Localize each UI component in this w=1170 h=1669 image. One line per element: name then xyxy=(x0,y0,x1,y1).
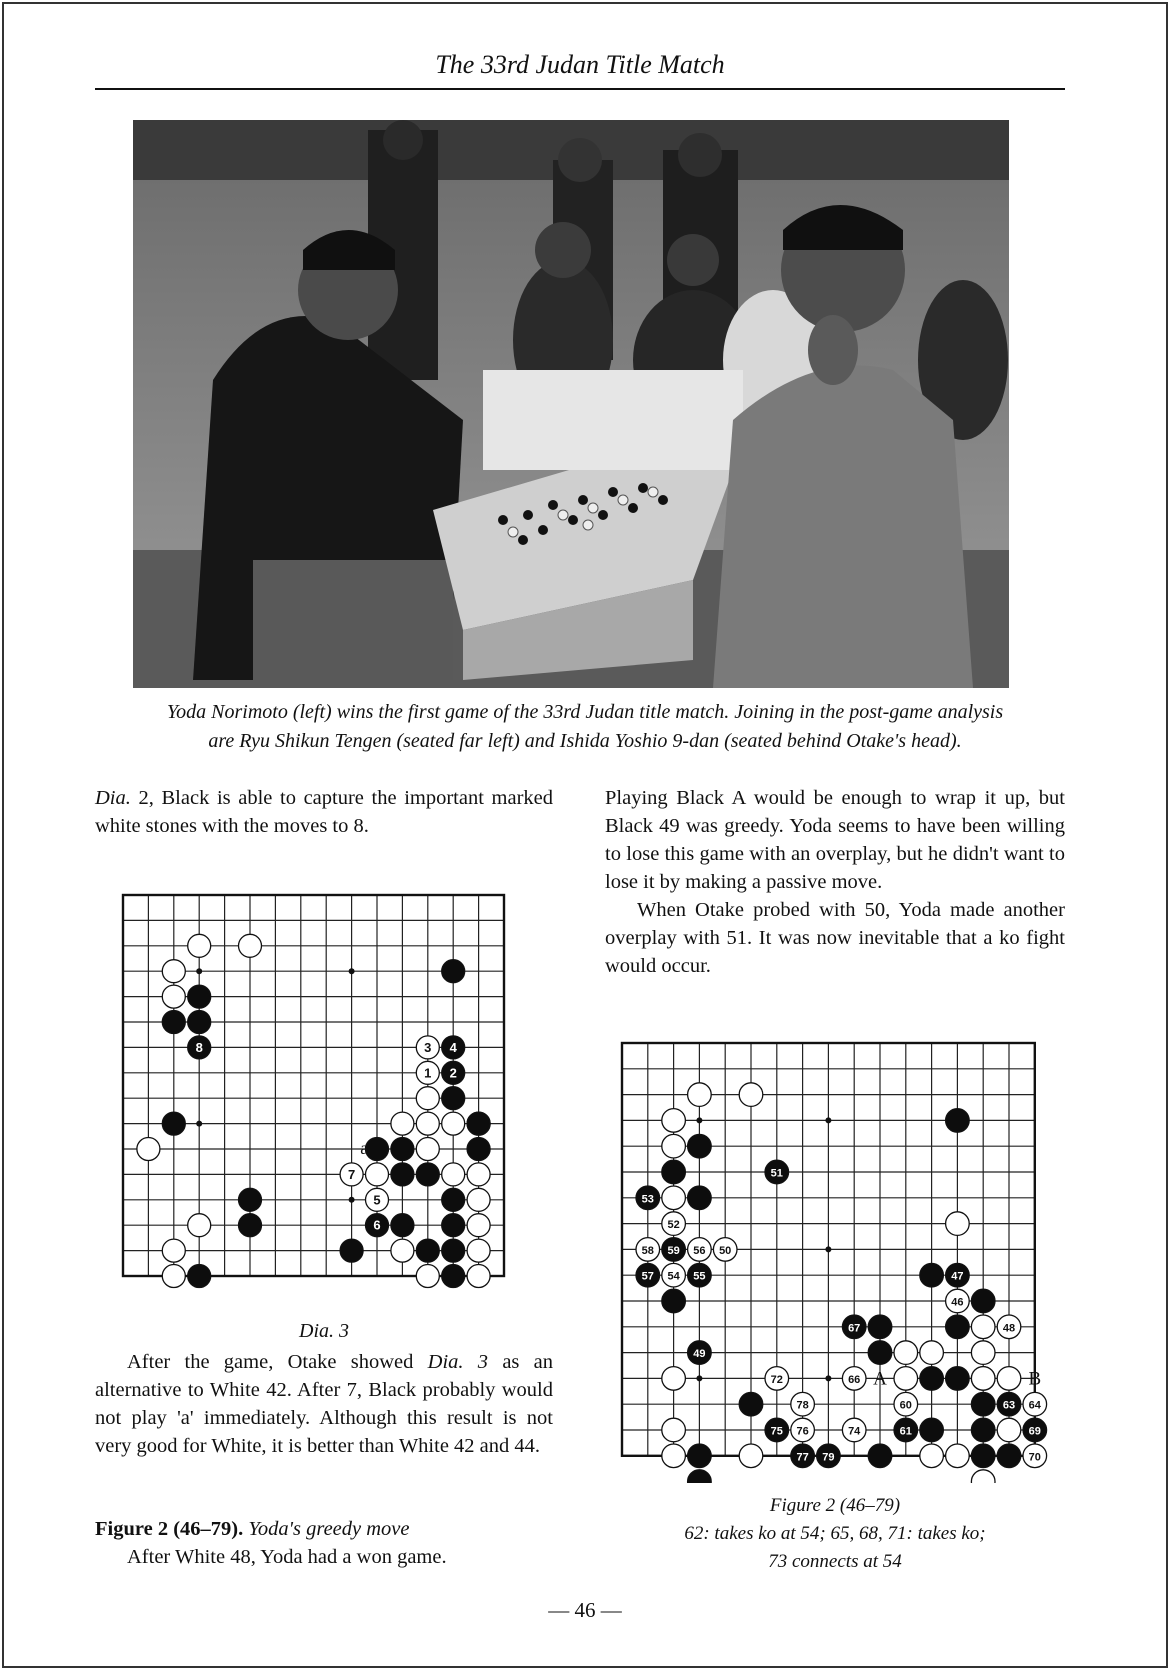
white-stone xyxy=(1023,1444,1047,1468)
move-number: 67 xyxy=(848,1322,861,1335)
stone-disc xyxy=(442,1087,465,1110)
move-number: 53 xyxy=(641,1193,654,1206)
black-stone xyxy=(688,1186,712,1210)
black-stone xyxy=(442,1036,465,1059)
star-point xyxy=(696,1117,702,1123)
stone-disc xyxy=(442,1214,465,1237)
stone-disc xyxy=(662,1444,686,1468)
stone-disc xyxy=(188,934,211,957)
stone-disc xyxy=(366,1163,389,1186)
black-stone xyxy=(894,1418,918,1442)
stone-disc xyxy=(188,985,211,1008)
point-label-a: a xyxy=(360,1138,369,1158)
white-stone xyxy=(713,1238,737,1262)
black-stone xyxy=(416,1239,439,1262)
black-stone xyxy=(971,1289,995,1313)
stone-disc xyxy=(662,1289,686,1313)
stone-disc xyxy=(662,1109,686,1133)
left-mid-text-b: as an alternative to White 42. After 7, Black probably would not play 'a' immediately. Although this result is not very good for White, it is better than White 42 and 44. xyxy=(95,1351,553,1457)
white-stone xyxy=(188,934,211,957)
star-point xyxy=(196,1121,202,1127)
move-number: 2 xyxy=(449,1065,457,1081)
white-stone xyxy=(894,1367,918,1391)
white-stone xyxy=(1023,1392,1047,1416)
figure2-caption-title: Figure 2 (46–79) xyxy=(769,1495,901,1516)
black-stone xyxy=(1023,1418,1047,1442)
move-number: 72 xyxy=(770,1373,783,1386)
figure2-caption-line-2: 62: takes ko at 54; 65, 68, 71: takes ko; xyxy=(684,1523,986,1544)
move-number: 1 xyxy=(424,1065,432,1081)
move-number: 47 xyxy=(951,1270,964,1283)
left-mid-text-a: After the game, Otake showed xyxy=(127,1351,428,1373)
stone-disc xyxy=(442,1265,465,1288)
stone-disc xyxy=(997,1367,1021,1391)
figure2-caption xyxy=(605,1492,1065,1576)
stone-disc xyxy=(391,1138,414,1161)
black-stone xyxy=(636,1186,660,1210)
white-stone xyxy=(946,1289,970,1313)
white-stone xyxy=(662,1367,686,1391)
black-stone xyxy=(868,1315,892,1339)
white-stone xyxy=(366,1163,389,1186)
stone-disc xyxy=(688,1470,712,1483)
white-stone xyxy=(467,1188,490,1211)
black-stone xyxy=(239,1188,262,1211)
move-number: 3 xyxy=(424,1039,432,1055)
stone-disc xyxy=(662,1418,686,1442)
move-number: 8 xyxy=(195,1039,203,1055)
stone-disc xyxy=(442,1188,465,1211)
black-stone xyxy=(442,1061,465,1084)
white-stone xyxy=(920,1341,944,1365)
white-stone xyxy=(416,1265,439,1288)
stone-disc xyxy=(739,1083,763,1107)
black-stone xyxy=(946,1367,970,1391)
match-photo-drawing xyxy=(133,120,1009,688)
white-stone xyxy=(636,1238,660,1262)
white-stone xyxy=(946,1212,970,1236)
white-stone xyxy=(894,1392,918,1416)
black-stone xyxy=(997,1444,1021,1468)
stone-disc xyxy=(162,1265,185,1288)
dia-reference: Dia. xyxy=(95,787,131,809)
move-number: 61 xyxy=(899,1425,912,1438)
stone-disc xyxy=(971,1367,995,1391)
stone-disc xyxy=(391,1163,414,1186)
black-stone xyxy=(391,1163,414,1186)
move-number: 52 xyxy=(667,1219,680,1232)
black-stone xyxy=(162,1112,185,1135)
white-stone xyxy=(391,1112,414,1135)
black-stone xyxy=(920,1367,944,1391)
point-label-A: A xyxy=(873,1368,887,1390)
stone-disc xyxy=(416,1265,439,1288)
white-stone xyxy=(688,1083,712,1107)
black-stone xyxy=(162,1011,185,1034)
black-stone xyxy=(971,1444,995,1468)
stone-disc xyxy=(467,1188,490,1211)
white-stone xyxy=(997,1367,1021,1391)
stone-disc xyxy=(971,1418,995,1442)
star-point xyxy=(825,1246,831,1252)
stone-disc xyxy=(739,1392,763,1416)
white-stone xyxy=(162,960,185,983)
stone-disc xyxy=(188,1011,211,1034)
black-stone xyxy=(920,1418,944,1442)
move-number: 60 xyxy=(899,1399,912,1412)
black-stone xyxy=(946,1315,970,1339)
stone-disc xyxy=(688,1083,712,1107)
black-stone xyxy=(366,1138,389,1161)
black-stone xyxy=(739,1392,763,1416)
move-number: 75 xyxy=(770,1425,783,1438)
star-point xyxy=(349,1197,355,1203)
white-stone xyxy=(467,1239,490,1262)
running-head: The 33rd Judan Title Match xyxy=(435,50,725,79)
black-stone xyxy=(688,1263,712,1287)
move-number: 58 xyxy=(641,1244,654,1257)
move-number: 74 xyxy=(848,1425,861,1438)
white-stone xyxy=(239,934,262,957)
star-point xyxy=(696,1375,702,1381)
move-number: 69 xyxy=(1028,1425,1041,1438)
black-stone xyxy=(340,1239,363,1262)
white-stone xyxy=(765,1367,789,1391)
white-stone xyxy=(416,1087,439,1110)
black-stone xyxy=(442,1239,465,1262)
black-stone xyxy=(416,1163,439,1186)
move-number: 54 xyxy=(667,1270,680,1283)
right-para-1: Playing Black A would be enough to wrap it up, but Black 49 was greedy. Yoda seems to have been willing to lose this game with an overplay, but he didn't want to lose it by making a passive move. xyxy=(605,787,1065,893)
white-stone xyxy=(842,1418,866,1442)
left-intro-text: 2, Black is able to capture the important marked white stones with the moves to 8. xyxy=(95,787,553,837)
figure2-board xyxy=(617,1038,1062,1488)
stone-disc xyxy=(894,1367,918,1391)
move-number: 48 xyxy=(1002,1322,1016,1335)
star-point xyxy=(825,1375,831,1381)
black-stone xyxy=(391,1138,414,1161)
stone-disc xyxy=(971,1341,995,1365)
stone-disc xyxy=(946,1315,970,1339)
move-number: 57 xyxy=(641,1270,654,1283)
stone-disc xyxy=(946,1444,970,1468)
black-stone xyxy=(868,1444,892,1468)
stone-disc xyxy=(920,1418,944,1442)
white-stone xyxy=(688,1238,712,1262)
stone-disc xyxy=(997,1444,1021,1468)
stone-disc xyxy=(188,1214,211,1237)
stone-disc xyxy=(188,1265,211,1288)
black-stone xyxy=(366,1214,389,1237)
stone-disc xyxy=(997,1418,1021,1442)
stone-disc xyxy=(239,1214,262,1237)
stone-disc xyxy=(442,1112,465,1135)
stone-disc xyxy=(442,960,465,983)
move-number: 51 xyxy=(770,1167,783,1180)
black-stone xyxy=(188,1265,211,1288)
stone-disc xyxy=(894,1341,918,1365)
black-stone xyxy=(946,1109,970,1133)
black-stone xyxy=(688,1341,712,1365)
stone-disc xyxy=(416,1239,439,1262)
white-stone xyxy=(842,1367,866,1391)
stone-disc xyxy=(467,1214,490,1237)
stone-disc xyxy=(162,985,185,1008)
move-number: 63 xyxy=(1002,1399,1016,1412)
page-number: — 46 — xyxy=(548,1598,622,1622)
white-stone xyxy=(416,1138,439,1161)
left-column-intro xyxy=(95,784,553,840)
black-stone xyxy=(946,1263,970,1287)
dia3-board xyxy=(118,890,538,1315)
stone-disc xyxy=(340,1239,363,1262)
right-para-2: When Otake probed with 50, Yoda made another overplay with 51. It was now inevitable that a ko fight would occur. xyxy=(605,899,1065,977)
move-number: 49 xyxy=(693,1348,706,1361)
black-stone xyxy=(662,1238,686,1262)
black-stone xyxy=(442,1087,465,1110)
black-stone xyxy=(442,1214,465,1237)
stone-disc xyxy=(416,1112,439,1135)
black-stone xyxy=(442,1188,465,1211)
white-stone xyxy=(366,1188,389,1211)
black-stone xyxy=(188,1036,211,1059)
stone-disc xyxy=(442,1163,465,1186)
stone-disc xyxy=(467,1265,490,1288)
white-stone xyxy=(467,1265,490,1288)
stone-disc xyxy=(868,1315,892,1339)
move-number: 78 xyxy=(796,1399,809,1412)
figure2-title: Figure 2 (46–79). xyxy=(95,1518,244,1540)
photo-caption-line-1: Yoda Norimoto (left) wins the first game of the 33rd Judan title match. Joining in the post-game analysis xyxy=(166,701,1004,723)
stone-disc xyxy=(162,960,185,983)
black-stone xyxy=(842,1315,866,1339)
stone-disc xyxy=(366,1138,389,1161)
stone-disc xyxy=(868,1444,892,1468)
black-stone xyxy=(688,1470,712,1483)
point-label-B: B xyxy=(1028,1368,1042,1390)
move-number: 64 xyxy=(1028,1399,1041,1412)
stone-disc xyxy=(920,1341,944,1365)
right-column-commentary xyxy=(605,784,1065,980)
move-number: 50 xyxy=(719,1244,732,1257)
black-stone xyxy=(391,1214,414,1237)
stone-disc xyxy=(920,1367,944,1391)
black-stone xyxy=(997,1392,1021,1416)
white-stone xyxy=(416,1061,439,1084)
stone-disc xyxy=(162,1112,185,1135)
white-stone xyxy=(391,1239,414,1262)
white-stone xyxy=(946,1444,970,1468)
stone-disc xyxy=(442,1239,465,1262)
white-stone xyxy=(662,1263,686,1287)
figure2-caption-line-3: 73 connects at 54 xyxy=(768,1551,902,1572)
stone-disc xyxy=(971,1315,995,1339)
stone-disc xyxy=(920,1444,944,1468)
white-stone xyxy=(662,1212,686,1236)
stone-disc xyxy=(162,1011,185,1034)
move-number: 76 xyxy=(796,1425,809,1438)
white-stone xyxy=(416,1036,439,1059)
star-point xyxy=(196,968,202,974)
move-number: 79 xyxy=(822,1451,835,1464)
stone-disc xyxy=(971,1470,995,1483)
black-stone xyxy=(971,1418,995,1442)
move-number: 55 xyxy=(693,1270,706,1283)
left-column-dia3-commentary xyxy=(95,1348,553,1460)
header-rule xyxy=(95,88,1065,90)
black-stone xyxy=(467,1112,490,1135)
black-stone xyxy=(239,1214,262,1237)
stone-disc xyxy=(467,1163,490,1186)
figure2-intro-text: After White 48, Yoda had a won game. xyxy=(127,1546,447,1568)
stone-disc xyxy=(467,1138,490,1161)
move-number: 46 xyxy=(951,1296,964,1309)
stone-disc xyxy=(137,1138,160,1161)
white-stone xyxy=(662,1444,686,1468)
white-stone xyxy=(971,1341,995,1365)
white-stone xyxy=(662,1134,686,1158)
stone-disc xyxy=(239,934,262,957)
white-stone xyxy=(162,985,185,1008)
stone-disc xyxy=(946,1212,970,1236)
stone-disc xyxy=(971,1289,995,1313)
stone-disc xyxy=(868,1341,892,1365)
white-stone xyxy=(791,1392,815,1416)
white-stone xyxy=(442,1163,465,1186)
stone-disc xyxy=(946,1109,970,1133)
white-stone xyxy=(997,1315,1021,1339)
stone-disc xyxy=(391,1112,414,1135)
black-stone xyxy=(442,960,465,983)
white-stone xyxy=(162,1239,185,1262)
black-stone xyxy=(188,1011,211,1034)
black-stone xyxy=(688,1444,712,1468)
white-stone xyxy=(662,1109,686,1133)
black-stone xyxy=(662,1160,686,1184)
white-stone xyxy=(442,1112,465,1135)
white-stone xyxy=(739,1083,763,1107)
figure2-diagram xyxy=(617,1038,1062,1483)
stone-disc xyxy=(416,1163,439,1186)
black-stone xyxy=(817,1444,841,1468)
figure2-heading-section xyxy=(95,1515,553,1571)
stone-disc xyxy=(971,1444,995,1468)
stone-disc xyxy=(662,1134,686,1158)
black-stone xyxy=(868,1341,892,1365)
white-stone xyxy=(997,1418,1021,1442)
stone-disc xyxy=(416,1087,439,1110)
white-stone xyxy=(662,1418,686,1442)
star-point xyxy=(349,968,355,974)
photo-caption-line-2: are Ryu Shikun Tengen (seated far left) and Ishida Yoshio 9-dan (seated behind Otake's head). xyxy=(208,730,962,752)
white-stone xyxy=(467,1214,490,1237)
move-number: 59 xyxy=(667,1244,680,1257)
star-point xyxy=(825,1117,831,1123)
white-stone xyxy=(416,1112,439,1135)
black-stone xyxy=(765,1160,789,1184)
black-stone xyxy=(188,985,211,1008)
move-number: 7 xyxy=(347,1166,356,1182)
stone-disc xyxy=(688,1134,712,1158)
white-stone xyxy=(467,1163,490,1186)
stone-disc xyxy=(662,1367,686,1391)
black-stone xyxy=(791,1444,815,1468)
move-number: 70 xyxy=(1028,1451,1041,1464)
white-stone xyxy=(894,1341,918,1365)
white-stone xyxy=(340,1163,363,1186)
black-stone xyxy=(971,1392,995,1416)
black-stone xyxy=(467,1138,490,1161)
stone-disc xyxy=(662,1186,686,1210)
white-stone xyxy=(920,1444,944,1468)
stone-disc xyxy=(688,1186,712,1210)
stone-disc xyxy=(662,1160,686,1184)
white-stone xyxy=(791,1418,815,1442)
photo-caption xyxy=(110,698,1060,756)
move-number: 6 xyxy=(373,1217,381,1233)
figure2-subtitle: Yoda's greedy move xyxy=(243,1518,410,1540)
stone-disc xyxy=(739,1444,763,1468)
white-stone xyxy=(162,1265,185,1288)
white-stone xyxy=(662,1186,686,1210)
move-number: 4 xyxy=(449,1039,457,1055)
black-stone xyxy=(688,1134,712,1158)
stone-disc xyxy=(391,1214,414,1237)
move-number: 66 xyxy=(848,1373,861,1386)
left-mid-dia-ref: Dia. 3 xyxy=(427,1351,489,1373)
stone-disc xyxy=(467,1239,490,1262)
white-stone xyxy=(137,1138,160,1161)
black-stone xyxy=(636,1263,660,1287)
stone-disc xyxy=(971,1392,995,1416)
white-stone xyxy=(188,1214,211,1237)
stone-disc xyxy=(416,1138,439,1161)
stone-disc xyxy=(467,1112,490,1135)
move-number: 56 xyxy=(693,1244,706,1257)
white-stone xyxy=(971,1470,995,1483)
black-stone xyxy=(442,1265,465,1288)
stone-disc xyxy=(688,1444,712,1468)
black-stone xyxy=(765,1418,789,1442)
white-stone xyxy=(971,1315,995,1339)
stone-disc xyxy=(391,1239,414,1262)
black-stone xyxy=(920,1263,944,1287)
stone-disc xyxy=(920,1263,944,1287)
stone-disc xyxy=(946,1367,970,1391)
move-number: 5 xyxy=(373,1192,381,1208)
dia3-label: Dia. 3 xyxy=(299,1320,349,1342)
white-stone xyxy=(971,1367,995,1391)
match-photo xyxy=(133,120,1009,688)
white-stone xyxy=(739,1444,763,1468)
stone-disc xyxy=(239,1188,262,1211)
stone-disc xyxy=(162,1239,185,1262)
dia3-diagram xyxy=(118,890,538,1310)
move-number: 77 xyxy=(796,1451,809,1464)
black-stone xyxy=(662,1289,686,1313)
